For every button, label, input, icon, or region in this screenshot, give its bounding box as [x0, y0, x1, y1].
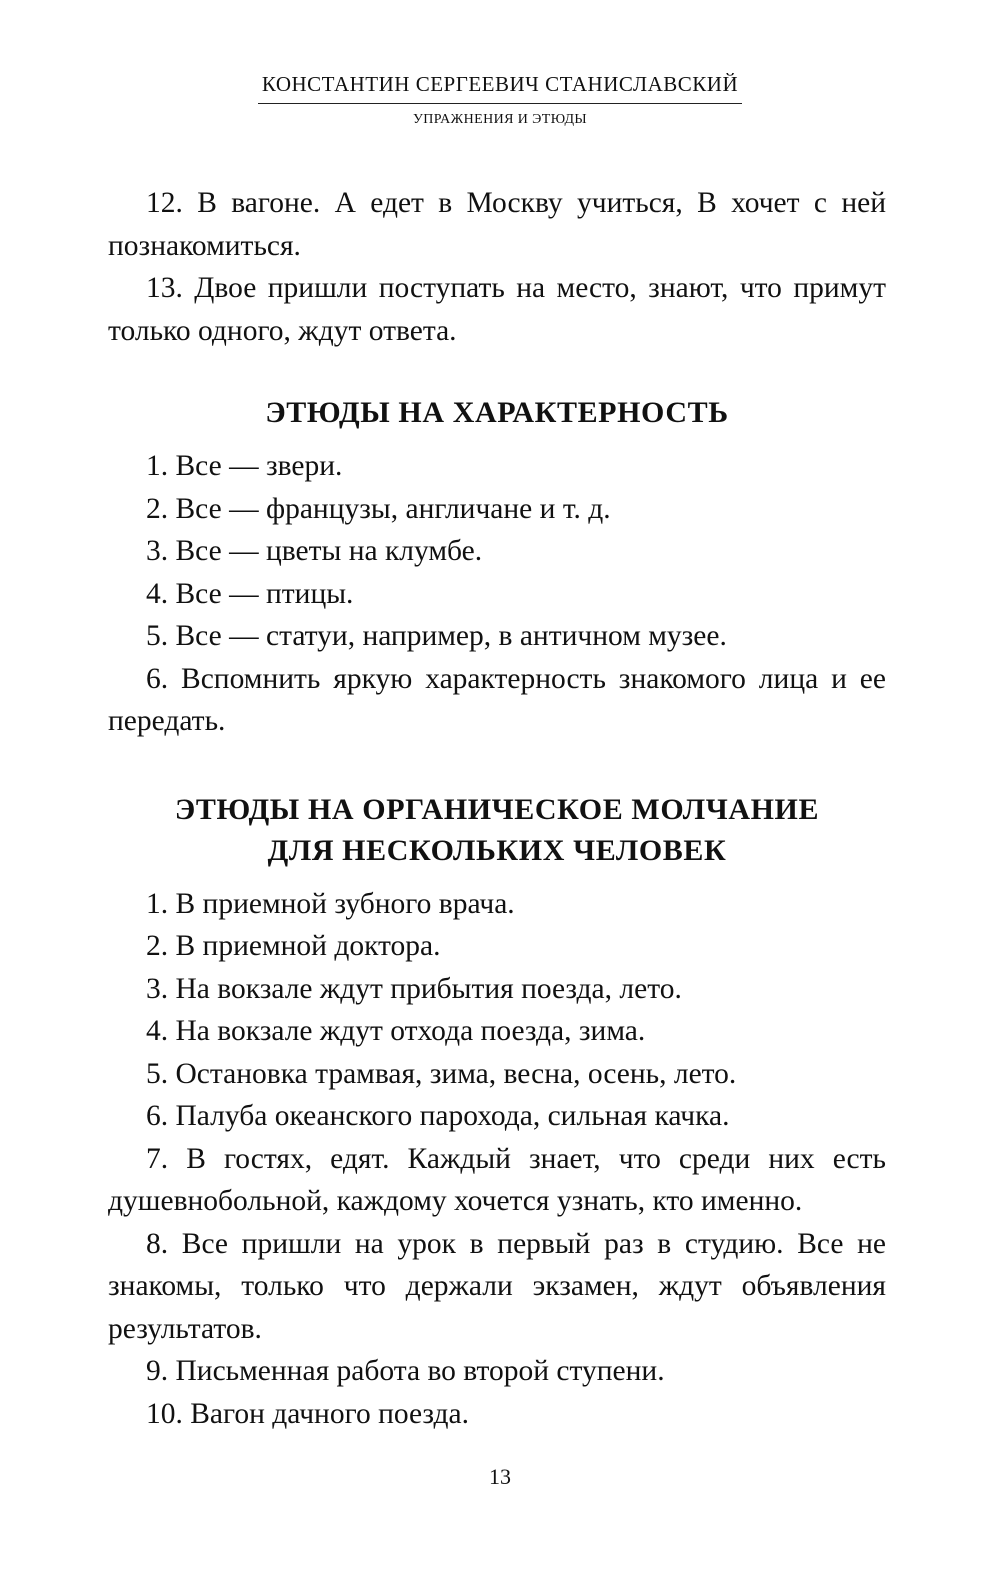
list-item: 2. Все — французы, англичане и т. д. — [146, 492, 611, 525]
list-item: 5. Все — статуи, например, в античном музее. — [146, 620, 727, 652]
list-item: 12. В вагоне. А едет в Москву учиться, В хочет с ней познакомиться. — [108, 187, 886, 262]
running-head — [0, 72, 1000, 128]
list-item: 10. Вагон дачного поезда. — [146, 1397, 470, 1430]
list-item: 3. Все — цветы на клумбе. — [146, 535, 483, 567]
section-heading-characteristic: ЭТЮДЫ НА ХАРАКТЕРНОСТЬ — [265, 396, 729, 429]
section-heading-line-1: ЭТЮДЫ НА ОРГАНИЧЕСКОЕ МОЛЧАНИЕ — [174, 792, 820, 826]
section-heading-silence — [108, 789, 886, 871]
list-item: 1. Все — звери. — [146, 450, 343, 482]
list-item: 6. Вспомнить яркую характерность знакомого лица и ее передать. — [108, 662, 886, 737]
list-item: 9. Письменная работа во второй ступени. — [146, 1355, 665, 1387]
page-number: 13 — [489, 1464, 511, 1489]
list-item: 3. На вокзале ждут прибытия поезда, лето. — [146, 972, 682, 1005]
list-item: 6. Палуба океанского парохода, сильная качка. — [146, 1100, 730, 1132]
list-item: 13. Двое пришли поступать на место, знают, что примут только одного, ждут ответа. — [108, 272, 886, 347]
list-item: 1. В приемной зубного врача. — [146, 887, 515, 920]
list-item: 5. Остановка трамвая, зима, весна, осень, лето. — [146, 1057, 737, 1090]
section-heading-line-2: ДЛЯ НЕСКОЛЬКИХ ЧЕЛОВЕК — [267, 833, 727, 867]
page-body — [108, 182, 886, 1435]
book-title: УПРАЖНЕНИЯ И ЭТЮДЫ — [412, 112, 588, 127]
list-item: 7. В гостях, едят. Каждый знает, что среди них есть душевнобольной, каждому хочется узнать, кто именно. — [108, 1142, 886, 1217]
list-item: 2. В приемной доктора. — [146, 930, 441, 962]
list-item: 4. Все — птицы. — [146, 577, 354, 610]
list-item: 8. Все пришли на урок в первый раз в студию. Все не знакомы, только что держали экзамен, ждут объявления результатов. — [108, 1227, 886, 1345]
list-item: 4. На вокзале ждут отхода поезда, зима. — [146, 1015, 646, 1047]
author-name: КОНСТАНТИН СЕРГЕЕВИЧ СТАНИСЛАВСКИЙ — [258, 72, 742, 104]
